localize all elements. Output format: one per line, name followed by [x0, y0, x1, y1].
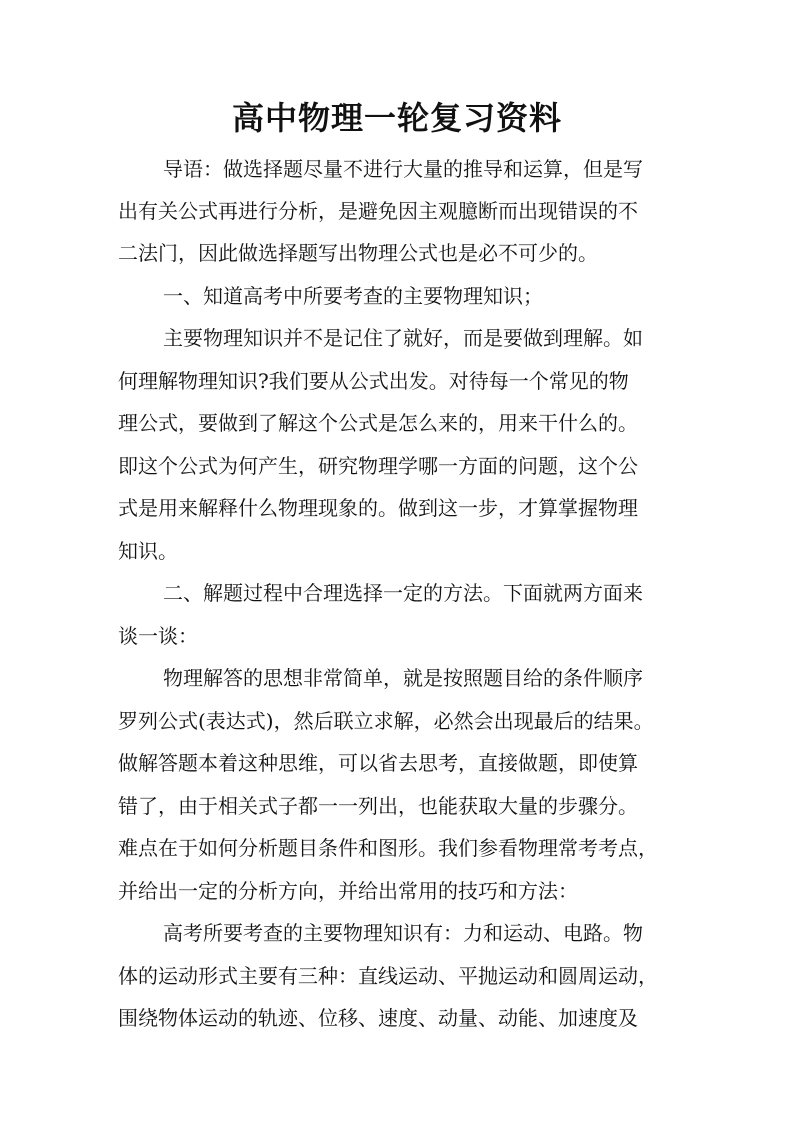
paragraph-line: 难点在于如何分析题目条件和图形。我们参看物理常考考点，: [118, 836, 658, 860]
paragraph-line: 主要物理知识并不是记住了就好，而是要做到理解。如: [163, 326, 643, 350]
paragraph-line: 出有关公式再进行分析，是避免因主观臆断而出现错误的不: [118, 199, 638, 223]
paragraph-line: 理公式，要做到了解这个公式是怎么来的，用来干什么的。: [118, 411, 638, 435]
section-heading: 二、解题过程中合理选择一定的方法。下面就两方面来: [163, 581, 643, 605]
paragraph-line: 高考所要考查的主要物理知识有：力和运动、电路。物: [163, 921, 643, 945]
paragraph-line: 即这个公式为何产生，研究物理学哪一方面的问题，这个公: [118, 454, 638, 478]
paragraph-line: 做解答题本着这种思维，可以省去思考，直接做题，即使算: [118, 751, 638, 775]
paragraph-line: 错了，由于相关式子都一一列出，也能获取大量的步骤分。: [118, 794, 638, 818]
paragraph-line: 物理解答的思想非常简单，就是按照题目给的条件顺序: [163, 666, 643, 690]
document-title: 高中物理一轮复习资料: [231, 99, 562, 137]
paragraph-line: 并给出一定的分析方向，并给出常用的技巧和方法：: [118, 879, 578, 903]
paragraph-line: 何理解物理知识?我们要从公式出发。对待每一个常见的物: [118, 369, 629, 393]
paragraph-line: 罗列公式(表达式)，然后联立求解，必然会出现最后的结果。: [118, 709, 654, 733]
paragraph-line: 式是用来解释什么物理现象的。做到这一步，才算掌握物理: [118, 496, 638, 520]
paragraph-line: 导语：做选择题尽量不进行大量的推导和运算，但是写: [163, 157, 643, 181]
paragraph-line: 谈一谈：: [118, 624, 198, 648]
paragraph-line: 围绕物体运动的轨迹、位移、速度、动量、动能、加速度及: [118, 1006, 638, 1030]
paragraph-line: 体的运动形式主要有三种：直线运动、平抛运动和圆周运动，: [118, 964, 658, 988]
section-heading: 一、知道高考中所要考查的主要物理知识；: [163, 284, 543, 308]
paragraph-line: 知识。: [118, 539, 178, 563]
paragraph-line: 二法门，因此做选择题写出物理公式也是必不可少的。: [118, 241, 598, 265]
